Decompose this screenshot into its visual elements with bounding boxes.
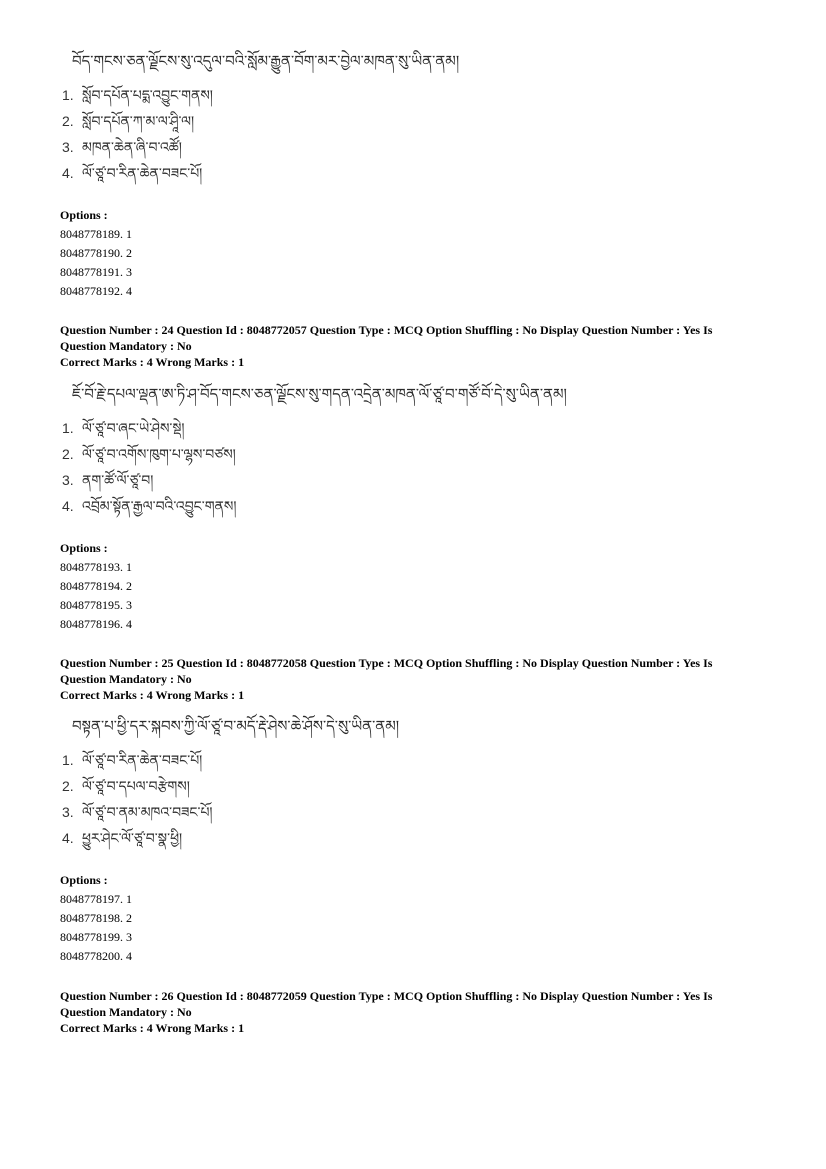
choice-number: 1. [62,420,74,436]
choice-text: ལོ་ཙཱ་བ་རིན་ཆེན་བཟང་པོ། [82,166,203,182]
question-marks: Correct Marks : 4 Wrong Marks : 1 [60,355,245,369]
options-block-23 [60,206,132,301]
choice-text: མཁན་ཆེན་ཞི་བ་འཚོ། [82,140,182,156]
choice-item [62,82,459,108]
choice-number: 4. [62,830,74,846]
choice-item [62,108,459,134]
choice-text: ལོ་ཙཱ་བ་དཔལ་བརྩེགས། [82,779,190,795]
option-id: 8048778194. 2 [60,579,132,593]
choice-item [62,415,567,441]
question-stem: བསྟན་པ་ཕྱི་དར་སྐབས་ཀྱི་ལོ་ཙཱ་བ་མདོ་རྡེ་ཤེས་ཆེ་ཤོས་དེ་སུ་ཡིན་ནམ། [72,717,400,735]
options-title: Options : [60,873,108,887]
question-meta: Question Number : 25 Question Id : 8048772058 Question Type : MCQ Option Shuffling : No Display Question Number : Yes Is Question Mandatory : No [60,656,713,686]
question-stem: བོད་གངས་ཅན་ལྗོངས་སུ་འདུལ་བའི་སློམ་རྒྱུན་བོག་མར་བྱེལ་མཁན་སུ་ཡིན་ནམ། [72,52,460,70]
choice-number: 1. [62,87,74,103]
question-25-header [60,655,760,703]
choice-text: ལོ་ཙཱ་བ་འགོས་ཁུག་པ་ལྷས་བཙས། [82,447,236,463]
question-23-image [62,46,459,186]
choice-text: ལོ་ཙཱ་བ་རིན་ཆེན་བཟང་པོ། [82,753,203,769]
option-id: 8048778189. 1 [60,227,132,241]
choice-text: སློབ་དཔོན་ཀ་མ་ལ་ཤཱི་ལ། [82,114,195,130]
question-marks: Correct Marks : 4 Wrong Marks : 1 [60,1021,245,1035]
options-block-24 [60,539,132,634]
choice-number: 4. [62,498,74,514]
option-id: 8048778199. 3 [60,930,132,944]
choice-item [62,134,459,160]
choice-list [62,415,567,519]
option-id: 8048778197. 1 [60,892,132,906]
choice-number: 3. [62,804,74,820]
choice-text: ལོ་ཙཱ་བ་ནམ་མཁའ་བཟང་པོ། [82,805,213,821]
choice-number: 3. [62,472,74,488]
choice-item [62,467,567,493]
choice-number: 2. [62,113,74,129]
choice-number: 2. [62,446,74,462]
choice-list [62,82,459,186]
choice-item [62,441,567,467]
option-id: 8048778196. 4 [60,617,132,631]
choice-number: 2. [62,778,74,794]
choice-item [62,799,399,825]
option-id: 8048778198. 2 [60,911,132,925]
question-24-header [60,322,760,370]
choice-item [62,747,399,773]
choice-item [62,160,459,186]
question-meta: Question Number : 26 Question Id : 8048772059 Question Type : MCQ Option Shuffling : No Display Question Number : Yes Is Question Mandatory : No [60,989,713,1019]
option-id: 8048778200. 4 [60,949,132,963]
question-marks: Correct Marks : 4 Wrong Marks : 1 [60,688,245,702]
choice-item [62,825,399,851]
option-id: 8048778191. 3 [60,265,132,279]
options-title: Options : [60,541,108,555]
choice-number: 1. [62,752,74,768]
choice-text: སློབ་དཔོན་པདྨ་འབྱུང་གནས། [82,88,213,104]
question-meta: Question Number : 24 Question Id : 8048772057 Question Type : MCQ Option Shuffling : No Display Question Number : Yes Is Question Mandatory : No [60,323,713,353]
option-id: 8048778192. 4 [60,284,132,298]
choice-item [62,493,567,519]
choice-text: ནག་ཚོ་ལོ་ཙཱ་བ། [82,473,154,489]
option-id: 8048778193. 1 [60,560,132,574]
question-stem: ཇོ་བོ་རྗེ་དཔལ་ལྡན་ཨ་ཏི་ཤ་བོད་གངས་ཅན་ལྗོངས་སུ་གདན་འདྲེན་མཁན་ལོ་ཙཱ་བ་གཙོ་བོ་དེ་སུ་ཡིན་ནམ། [72,385,567,403]
choice-text: ཕྱུར་ཤེང་ལོ་ཙཱ་བ་སྣ་ཕྱི། [82,831,183,847]
choice-text: ལོ་ཙཱ་བ་ཞང་ཡེ་ཤེས་སྡེ། [82,421,185,437]
options-block-25 [60,871,132,966]
choice-number: 3. [62,139,74,155]
option-id: 8048778195. 3 [60,598,132,612]
choice-number: 4. [62,165,74,181]
question-26-header [60,988,760,1036]
choice-list [62,747,399,851]
question-24-image [62,379,567,519]
option-id: 8048778190. 2 [60,246,132,260]
choice-text: འབྲོམ་སྟོན་རྒྱལ་བའི་འབྱུང་གནས། [82,499,237,515]
options-title: Options : [60,208,108,222]
choice-item [62,773,399,799]
question-25-image [62,711,399,851]
